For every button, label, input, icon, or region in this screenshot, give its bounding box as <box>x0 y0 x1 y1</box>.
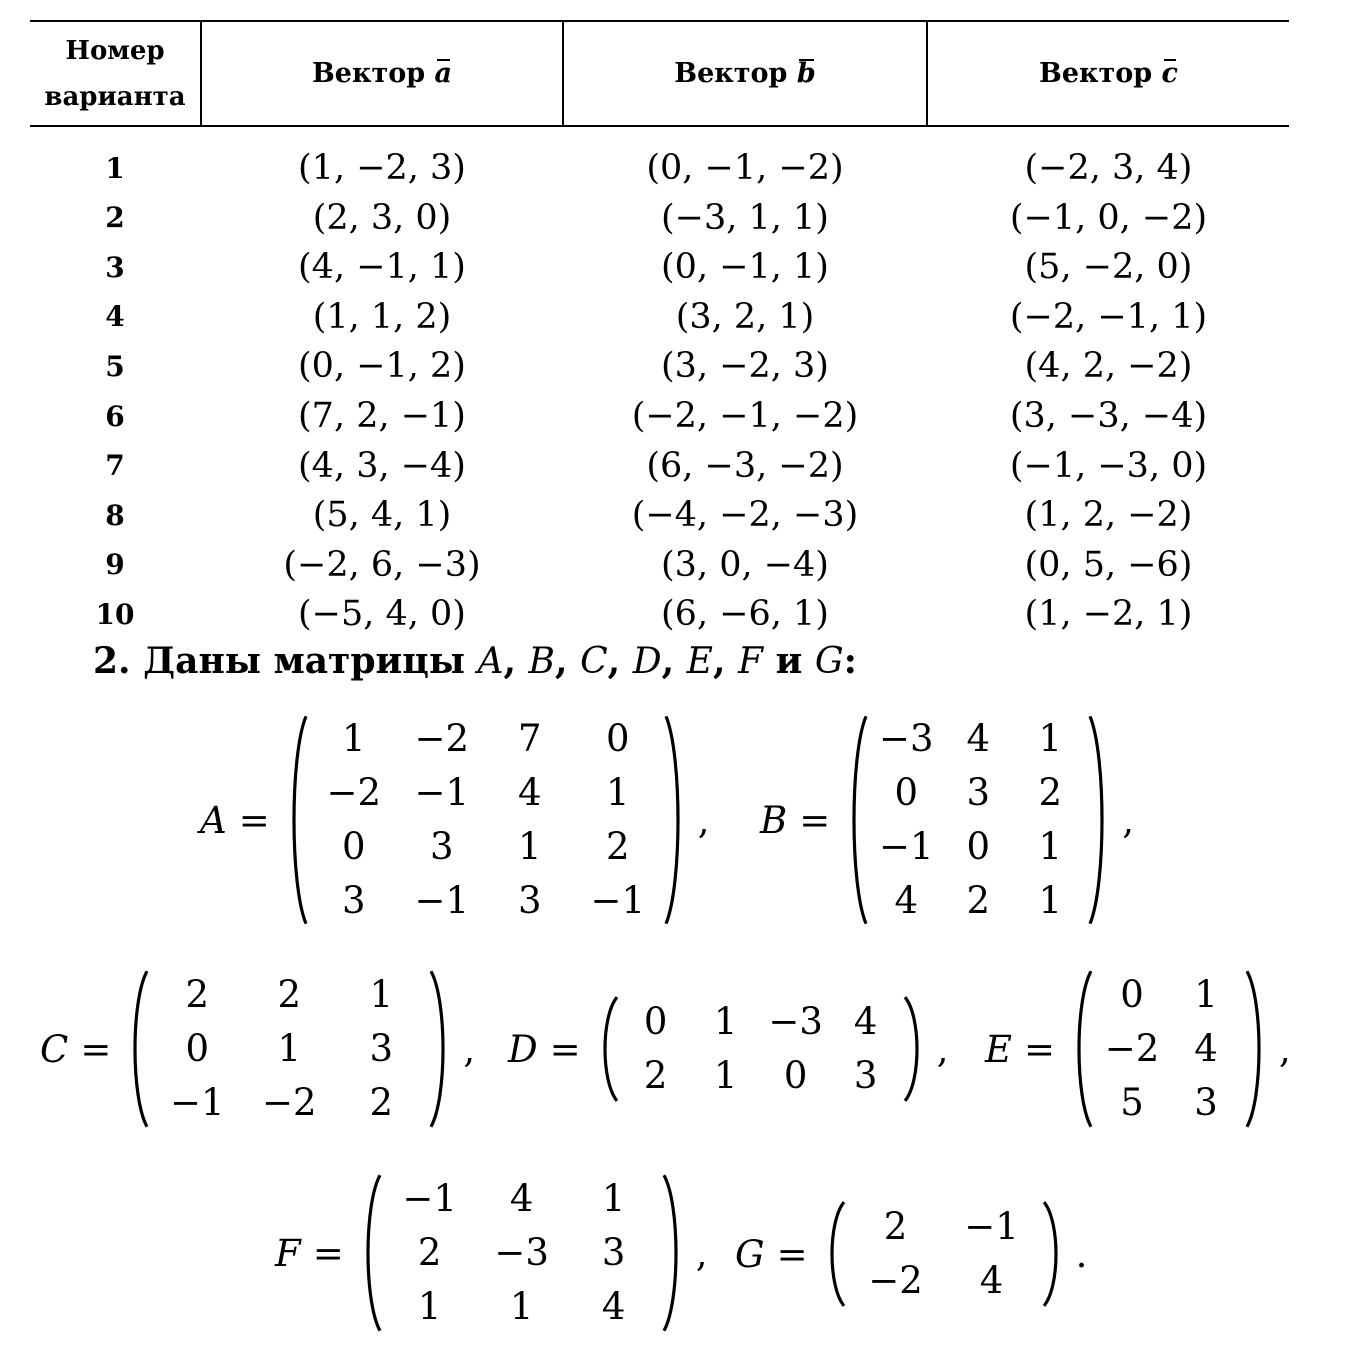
matrix-b-equation <box>760 712 1134 928</box>
matrix-cell: 1 <box>369 973 394 1016</box>
matrix-c <box>125 968 453 1130</box>
matrix-cell: 4 <box>966 717 990 760</box>
matrix-cell: 0 <box>783 1054 808 1097</box>
matrix-cell: 3 <box>853 1054 878 1097</box>
punctuation: , <box>463 1027 476 1071</box>
matrix-cell: 1 <box>517 825 542 868</box>
matrix-d-label <box>508 1028 581 1071</box>
matrix-name: B <box>528 641 556 682</box>
equals-sign: = <box>549 1027 581 1071</box>
header-vector-c: Вектор c <box>1039 58 1178 89</box>
matrix-f-equation <box>275 1172 707 1334</box>
matrix-cell: 2 <box>605 825 630 868</box>
left-parenthesis <box>844 712 870 928</box>
matrix-cell: 0 <box>894 771 918 814</box>
matrix-cell: 3 <box>341 879 366 922</box>
task-colon: : <box>843 640 857 682</box>
matrix-e <box>1069 968 1269 1130</box>
matrix-name: B <box>760 798 788 842</box>
matrix-name: D <box>632 641 662 682</box>
right-parenthesis <box>427 968 453 1130</box>
matrix-name: F <box>738 641 764 682</box>
matrix-cell: 0 <box>605 717 630 760</box>
variant-number: 8 <box>105 498 125 532</box>
right-parenthesis <box>1086 712 1112 928</box>
vector-a-symbol: a <box>434 58 453 89</box>
vector-a-value: (4, 3, −4) <box>298 445 466 486</box>
vector-c-value: (3, −3, −4) <box>1009 396 1208 436</box>
task-text: Даны матрицы <box>143 640 465 682</box>
matrix-name: G <box>814 641 844 682</box>
vector-b-value: (3, −2, 3) <box>661 346 829 387</box>
matrix-cell: 3 <box>966 771 990 814</box>
matrix-cell: 4 <box>509 1177 534 1220</box>
vector-b-value: (−4, −2, −3) <box>631 495 859 536</box>
matrix-cell: 3 <box>1194 1081 1218 1124</box>
matrix-cell: −1 <box>964 1205 1019 1248</box>
matrix-e-label <box>985 1028 1055 1071</box>
matrix-a-label <box>200 799 270 842</box>
left-parenthesis <box>125 968 151 1130</box>
matrix-a-equation <box>200 712 710 928</box>
matrix-cell: 1 <box>713 1000 738 1043</box>
equals-sign: = <box>799 798 831 842</box>
vector-a-value: (−2, 6, −3) <box>283 544 481 585</box>
matrix-cell: 5 <box>1120 1081 1144 1124</box>
punctuation: , <box>936 1027 949 1071</box>
vector-a-value: (1, −2, 3) <box>298 148 466 188</box>
matrix-name: C <box>40 1027 69 1071</box>
vector-c-value: (4, 2, −2) <box>1024 346 1193 387</box>
vector-a-value: (5, 4, 1) <box>312 495 452 536</box>
matrix-cell: 3 <box>369 1027 394 1070</box>
matrix-cell: −2 <box>326 771 382 814</box>
matrix-cell: 1 <box>277 1027 302 1070</box>
vector-b-value: (−2, −1, −2) <box>631 396 859 436</box>
punctuation: . <box>1075 1232 1088 1276</box>
matrix-cell: −2 <box>414 717 470 760</box>
vector-c-value: (−1, 0, −2) <box>1009 197 1208 238</box>
right-parenthesis <box>1243 968 1269 1130</box>
vector-b-value: (6, −6, 1) <box>661 594 829 635</box>
vector-b-value: (3, 2, 1) <box>675 296 815 337</box>
matrix-cell: −3 <box>768 1000 823 1043</box>
matrix-g-equation <box>735 1200 1087 1308</box>
vector-c-value: (−2, 3, 4) <box>1024 148 1193 188</box>
vector-a-value: (2, 3, 0) <box>312 197 452 238</box>
matrix-cell: 2 <box>1038 771 1062 814</box>
table-row <box>30 143 1289 193</box>
matrix-cell: −1 <box>590 879 646 922</box>
matrix-cell: 1 <box>1038 879 1062 922</box>
variant-number: 3 <box>105 250 125 284</box>
variant-number: 10 <box>95 597 135 631</box>
matrix-cell: 2 <box>643 1054 668 1097</box>
equals-sign: = <box>776 1232 808 1276</box>
matrix-b-label <box>760 799 830 842</box>
matrix-cell: 1 <box>601 1177 626 1220</box>
matrix-cell: 1 <box>605 771 630 814</box>
header-variant-number: Номер варианта <box>44 35 186 112</box>
variant-number: 5 <box>105 349 125 383</box>
vector-c-value: (0, 5, −6) <box>1024 544 1193 585</box>
vector-b-symbol: b <box>796 58 816 89</box>
matrix-g-label <box>735 1233 808 1276</box>
matrix-a <box>284 712 688 928</box>
equals-sign: = <box>1024 1027 1056 1071</box>
vector-b-value: (3, 0, −4) <box>661 544 829 585</box>
matrix-cell: −2 <box>262 1081 317 1124</box>
matrix-cell: 1 <box>417 1285 442 1328</box>
variant-number: 2 <box>105 201 125 235</box>
matrix-cell: 1 <box>341 717 366 760</box>
equals-sign: = <box>238 798 270 842</box>
punctuation: , <box>1279 1027 1291 1071</box>
vector-c-symbol: c <box>1161 58 1178 89</box>
matrix-cell: −1 <box>170 1081 225 1124</box>
matrix-cell: 2 <box>277 973 302 1016</box>
conjunction: и <box>775 640 803 682</box>
table-row <box>30 242 1289 292</box>
right-parenthesis <box>1040 1200 1066 1308</box>
matrix-name: E <box>985 1027 1013 1071</box>
matrix-cell: 4 <box>894 879 918 922</box>
table-row <box>30 292 1289 342</box>
matrix-cell: 3 <box>429 825 454 868</box>
matrix-cell: 0 <box>1120 973 1144 1016</box>
equals-sign: = <box>80 1027 112 1071</box>
vector-b-value: (6, −3, −2) <box>646 445 844 486</box>
matrix-cell: −3 <box>494 1231 549 1274</box>
matrix-d-equation <box>508 995 948 1103</box>
table-row <box>30 193 1289 243</box>
matrix-cell: 2 <box>417 1231 442 1274</box>
matrix-name: D <box>508 1027 538 1071</box>
matrix-cell: 0 <box>185 1027 210 1070</box>
vector-a-value: (7, 2, −1) <box>298 396 466 436</box>
header-vector-b: Вектор b <box>674 58 816 89</box>
matrix-cell: −2 <box>868 1259 923 1302</box>
right-parenthesis <box>660 1172 686 1334</box>
table-row <box>30 341 1289 391</box>
matrix-cell: 7 <box>517 717 542 760</box>
matrix-c-equation <box>40 968 475 1130</box>
matrix-cell: 1 <box>509 1285 534 1328</box>
table-row <box>30 441 1289 491</box>
matrix-f <box>358 1172 686 1334</box>
vector-c-value: (1, 2, −2) <box>1024 495 1193 536</box>
right-parenthesis <box>662 712 688 928</box>
matrix-cell: 0 <box>643 1000 668 1043</box>
matrix-cell: 4 <box>601 1285 626 1328</box>
matrix-c-label <box>40 1028 111 1071</box>
table-row <box>30 540 1289 590</box>
table-header <box>30 20 1289 127</box>
matrix-name: G <box>735 1232 765 1276</box>
matrix-d <box>595 995 927 1103</box>
matrix-b <box>844 712 1112 928</box>
left-parenthesis <box>1069 968 1095 1130</box>
matrix-cell: 1 <box>1194 973 1218 1016</box>
matrix-cell: 1 <box>1038 717 1062 760</box>
vector-c-value: (1, −2, 1) <box>1024 594 1193 635</box>
left-parenthesis <box>358 1172 384 1334</box>
matrix-cell: −1 <box>402 1177 457 1220</box>
matrix-name: F <box>275 1231 301 1275</box>
vector-b-value: (0, −1, 1) <box>661 247 829 288</box>
matrix-cell: 4 <box>517 771 542 814</box>
matrix-name: A <box>200 798 227 842</box>
table-row <box>30 589 1289 639</box>
matrix-f-label <box>275 1232 344 1275</box>
left-parenthesis <box>284 712 310 928</box>
vector-a-value: (0, −1, 2) <box>298 346 466 387</box>
vector-a-value: (4, −1, 1) <box>298 247 466 288</box>
punctuation: , <box>695 1231 708 1275</box>
matrix-cell: 0 <box>966 825 990 868</box>
variant-number: 6 <box>105 399 125 433</box>
matrix-cell: 0 <box>341 825 366 868</box>
matrix-cell: −1 <box>414 879 470 922</box>
matrix-cell: 4 <box>1194 1027 1218 1070</box>
matrix-cell: −1 <box>878 825 934 868</box>
table-row <box>30 490 1289 540</box>
variant-number: 1 <box>105 151 125 185</box>
matrix-g <box>822 1200 1066 1308</box>
matrix-cell: 2 <box>883 1205 908 1248</box>
vector-c-value: (−2, −1, 1) <box>1009 296 1208 337</box>
matrix-cell: 3 <box>517 879 542 922</box>
vector-c-value: (5, −2, 0) <box>1024 247 1193 288</box>
matrix-cell: 4 <box>979 1259 1004 1302</box>
equals-sign: = <box>312 1231 344 1275</box>
matrix-cell: 2 <box>966 879 990 922</box>
matrix-name: C <box>580 641 608 682</box>
matrix-name: A <box>477 641 504 682</box>
matrix-cell: 2 <box>369 1081 394 1124</box>
left-parenthesis <box>822 1200 848 1308</box>
vector-b-value: (−3, 1, 1) <box>661 197 829 238</box>
vector-a-value: (1, 1, 2) <box>312 296 452 337</box>
matrix-e-equation <box>985 968 1291 1130</box>
header-vector-a: Вектор a <box>311 58 453 89</box>
punctuation: , <box>697 798 710 842</box>
matrix-name: E <box>686 641 713 682</box>
matrix-cell: −2 <box>1104 1027 1160 1070</box>
matrix-cell: 3 <box>601 1231 626 1274</box>
matrix-cell: 4 <box>853 1000 878 1043</box>
matrix-cell: 1 <box>713 1054 738 1097</box>
variant-number: 9 <box>105 548 125 582</box>
vector-a-value: (−5, 4, 0) <box>298 594 466 635</box>
vector-c-value: (−1, −3, 0) <box>1009 445 1208 486</box>
punctuation: , <box>1122 798 1134 842</box>
variant-number: 4 <box>105 300 125 334</box>
task-number: 2. <box>93 640 131 682</box>
matrix-cell: 2 <box>185 973 210 1016</box>
vector-b-value: (0, −1, −2) <box>646 148 844 188</box>
matrix-cell: −1 <box>414 771 470 814</box>
variant-number: 7 <box>105 449 125 483</box>
matrix-cell: 1 <box>1038 825 1062 868</box>
table-row <box>30 391 1289 441</box>
matrix-cell: −3 <box>878 717 934 760</box>
task-statement: 2. Даны матрицы A, B, C, D, E, F и G: <box>93 640 857 682</box>
right-parenthesis <box>901 995 927 1103</box>
left-parenthesis <box>595 995 621 1103</box>
